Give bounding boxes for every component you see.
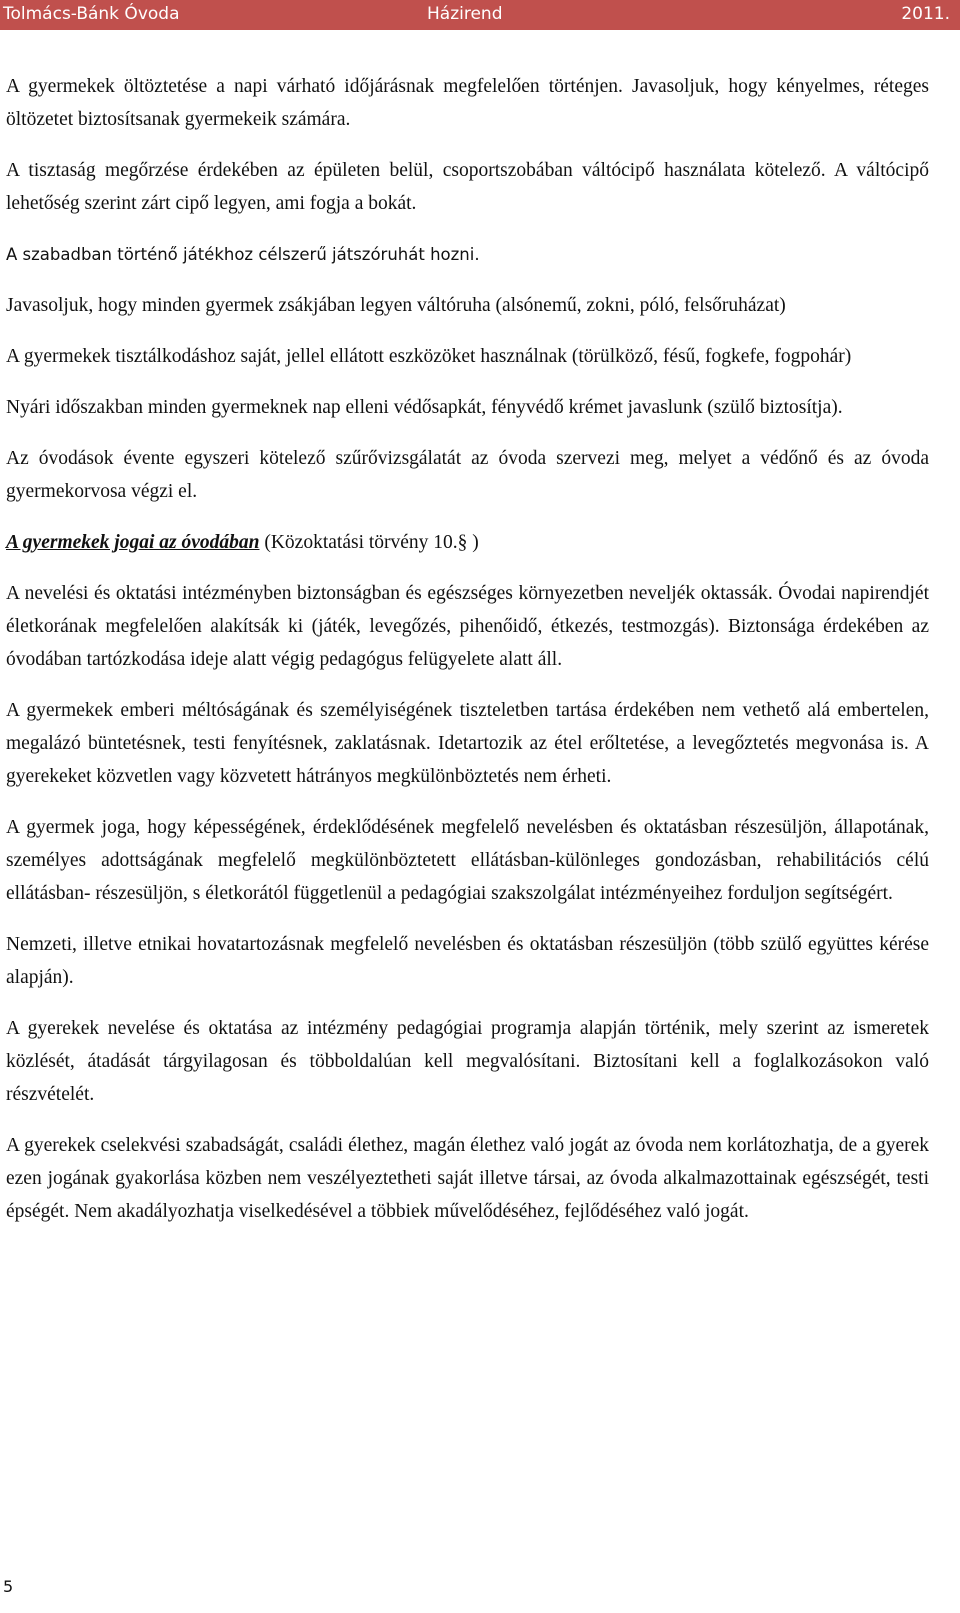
paragraph-summer: Nyári időszakban minden gyermeknek nap elleni védősapkát, fényvédő krémet javaslunk (szülő biztosítja). bbox=[6, 397, 843, 418]
header-institution: Tolmács-Bánk Óvoda bbox=[3, 4, 180, 24]
paragraph-clothing: A gyermekek öltöztetése a napi várható időjárásnak megfelelően történjen. Javasoljuk, hogy kényelmes, réteges öltözetet biztosítsanak gyermekeik számára. bbox=[6, 76, 929, 130]
paragraph-freedom: A gyerekek cselekvési szabadságát, családi élethez, magán élethez való jogát az óvoda nem korlátozhatja, de a gyerek ezen jogának gyakorlása közben nem veszélyeztetheti saját illetve társai, az óvoda alkalmazottainak egészségét, testi épségét. Nem akadályozhatja viselkedésével a többiek művelődéséhez, fejlődéséhez való jogát. bbox=[6, 1135, 929, 1222]
section-heading bbox=[6, 526, 929, 559]
paragraph-playclothes: A szabadban történő játékhoz célszerű játszóruhát hozni. bbox=[6, 245, 480, 264]
document-body bbox=[6, 70, 929, 1246]
paragraph-screening: Az óvodások évente egyszeri kötelező szűrővizsgálatát az óvoda szervezi meg, melyet a védőnő és az óvoda gyermekorvosa végzi el. bbox=[6, 448, 929, 502]
paragraph-education-right: A gyermek joga, hogy képességének, érdeklődésének megfelelő nevelésben és oktatásban részesüljön, állapotának, személyes adottságának megfelelő megkülönböztetett ellátásban-különleges gondozásban, rehabilitációs célú ellátásban- részesüljön, s életkorától függetlenül a pedagógiai szakszolgálat intézményeihez forduljon segítségért. bbox=[6, 817, 929, 904]
paragraph-safety: A nevelési és oktatási intézményben biztonságban és egészséges környezetben neveljék oktassák. Óvodai napirendjét életkorának megfelelően alakítsák ki (játék, levegőzés, pihenőidő, étkezés, testmozgás). Biztonsága érdekében az óvodában tartózkodása ideje alatt végig pedagógus felügyelete alatt áll. bbox=[6, 583, 929, 670]
paragraph-program: A gyerekek nevelése és oktatása az intézmény pedagógiai programja alapján történik, mely szerint az ismeretek közlését, átadását tárgyilagosan és többoldalúan kell megvalósítani. Biztosítani kell a foglalkozásokon való részvételét. bbox=[6, 1018, 929, 1105]
section-heading-reference: (Közoktatási törvény 10.§ ) bbox=[264, 532, 479, 553]
paragraph-hygiene-shoes: A tisztaság megőrzése érdekében az épületen belül, csoportszobában váltócipő használata kötelező. A váltócipő lehetőség szerint zárt cipő legyen, ami fogja a bokát. bbox=[6, 160, 929, 214]
header-year: 2011. bbox=[901, 4, 950, 24]
paragraph-toiletries: A gyermekek tisztálkodáshoz saját, jellel ellátott eszközöket használnak (törülköző, fésű, fogkefe, fogpohár) bbox=[6, 346, 852, 367]
paragraph-dignity: A gyermekek emberi méltóságának és személyiségének tiszteletben tartása érdekében nem vethető alá embertelen, megalázó büntetésnek, testi fenyítésnek, zaklatásnak. Idetartozik az étel erőltetése, a levegőztetés megvonása is. A gyerekeket közvetlen vagy közvetett hátrányos megkülönböztetés nem érheti. bbox=[6, 700, 929, 787]
page-number: 5 bbox=[3, 1577, 14, 1596]
section-heading-title: A gyermekek jogai az óvodában bbox=[6, 532, 260, 553]
paragraph-ethnic: Nemzeti, illetve etnikai hovatartozásnak megfelelő nevelésben és oktatásban részesüljön (több szülő együttes kérése alapján). bbox=[6, 934, 929, 988]
header-document-title: Házirend bbox=[427, 4, 503, 24]
paragraph-spare-clothes: Javasoljuk, hogy minden gyermek zsákjában legyen váltóruha (alsónemű, zokni, póló, felsőruházat) bbox=[6, 295, 786, 316]
page-header bbox=[0, 0, 960, 30]
